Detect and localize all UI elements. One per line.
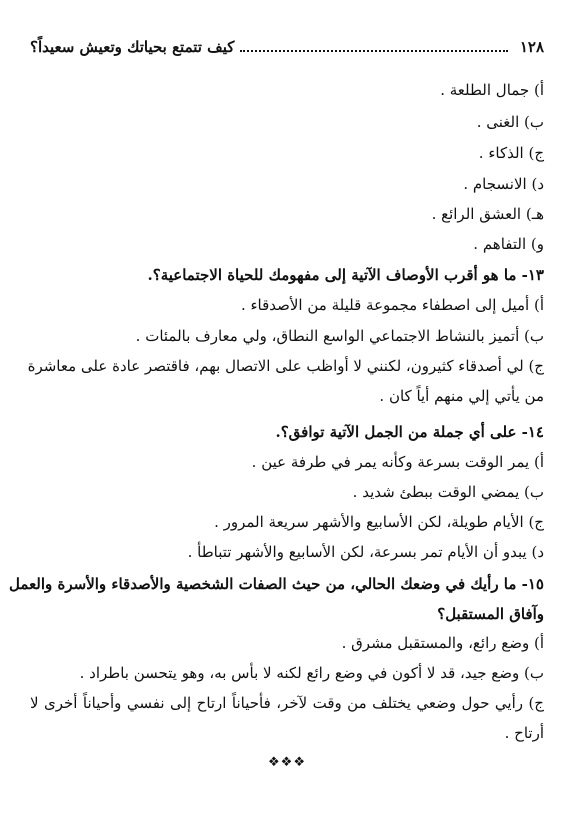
question-13: ١٣- ما هو أقرب الأوصاف الآتية إلى مفهومك للحياة الاجتماعية؟. [147, 266, 544, 284]
option-line: ج) لي أصدقاء كثيرون، لكنني لا أواظب على الاتصال بهم، فاقتصر عادة على معاشرة [27, 357, 544, 375]
option-line: ب) أتميز بالنشاط الاجتماعي الواسع النطاق، ولي معارف بالمئات . [135, 327, 544, 345]
option-line: د) الانسجام . [463, 175, 544, 193]
option-line: أ) جمال الطلعة . [440, 81, 544, 99]
option-line: هـ) العشق الرائع . [431, 205, 544, 223]
option-line-continuation: من يأتي إلي منهم أياً كان . [379, 387, 544, 405]
option-line: ج) الأيام طويلة، لكن الأسابيع والأشهر سريعة المرور . [214, 513, 544, 531]
end-ornament: ❖❖❖ [268, 755, 306, 770]
option-line: أ) أميل إلى اصطفاء مجموعة قليلة من الأصدقاء . [240, 296, 544, 314]
option-line: و) التفاهم . [473, 235, 544, 253]
option-line: ب) الغنى . [476, 113, 544, 131]
option-line: أ) وضع رائع، والمستقبل مشرق . [341, 634, 544, 652]
option-line: أ) يمر الوقت بسرعة وكأنه يمر في طرفة عين . [251, 453, 544, 471]
running-title: كيف تتمتع بحياتك وتعيش سعيداً؟ [30, 38, 235, 56]
question-15: ١٥- ما رأيك في وضعك الحالي، من حيث الصفات الشخصية والأصدقاء والأسرة والعمل [9, 575, 544, 593]
option-line: د) يبدو أن الأيام تمر بسرعة، لكن الأسابيع والأشهر تتباطأ . [187, 543, 544, 561]
question-14: ١٤- على أي جملة من الجمل الآتية توافق؟. [275, 423, 544, 441]
header-dotted-leader [240, 50, 507, 52]
option-line-continuation: أرتاح . [504, 724, 544, 742]
question-15-continuation: وآفاق المستقبل؟ [437, 605, 544, 623]
option-line: ب) يمضي الوقت ببطئ شديد . [352, 483, 544, 501]
page-number: ١٢٨ [519, 38, 544, 56]
option-line: ج) الذكاء . [478, 144, 544, 162]
page-header [30, 36, 544, 58]
option-line: ج) رأيي حول وضعي يختلف من وقت لآخر، فأحياناً ارتاح إلى نفسي وأحياناً أخرى لا [30, 694, 544, 712]
option-line: ب) وضع جيد، قد لا أكون في وضع رائع لكنه لا بأس به، وهو يتحسن باطراد . [79, 664, 544, 682]
